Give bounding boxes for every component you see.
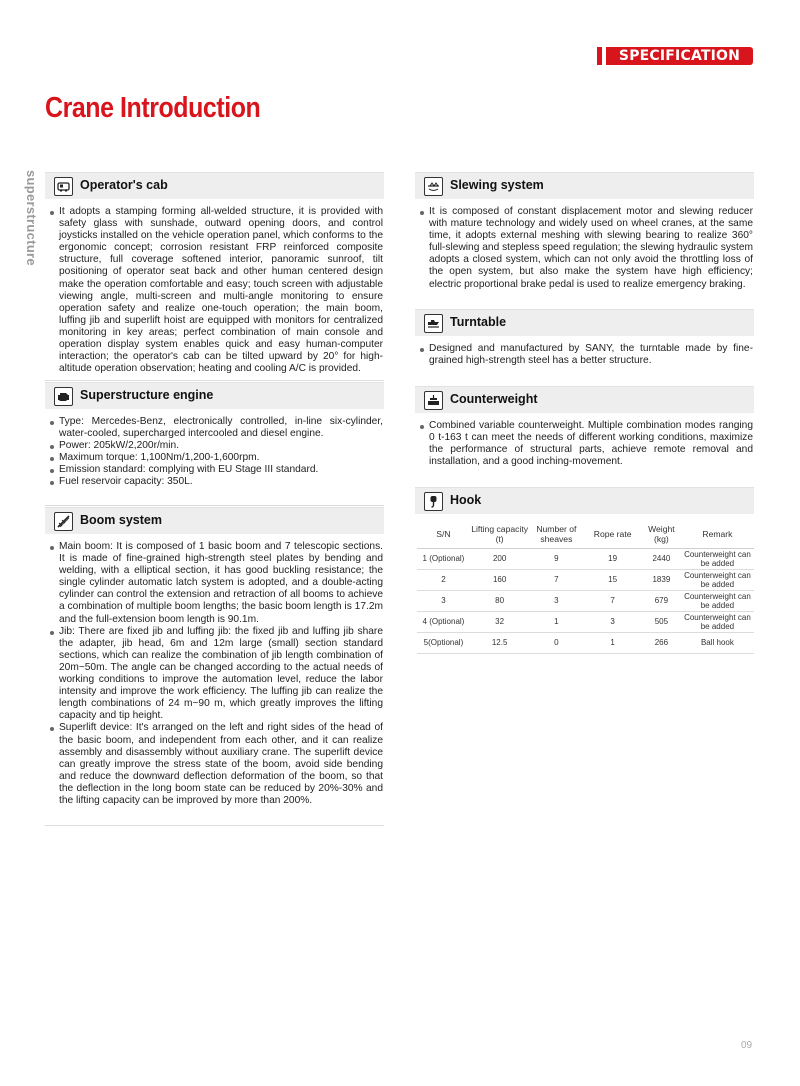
table-cell: 1839	[642, 570, 681, 591]
section-title: Boom system	[80, 513, 162, 527]
counterweight-list	[419, 420, 753, 468]
divider	[45, 505, 384, 506]
table-row	[417, 549, 754, 570]
column-header: Number of sheaves	[529, 520, 583, 549]
list-item: It is composed of constant displacement motor and slewing reducer with mature technology and widely used on wheel cranes, at the same time, it adopts external meshing with slewing bearing to realize 360° full-slewing and stepless speed regulation; the slewing hydraulic system adopts a closed system, which can not only avoid the throttling loss of the open system, but also make the system have high efficiency; electric proportional brake pedal is used to realize emergency braking.	[419, 206, 753, 291]
table-row	[417, 612, 754, 633]
badge-label: SPECIFICATION	[606, 47, 753, 65]
slewing-list	[419, 206, 753, 291]
section-title: Superstructure engine	[80, 388, 214, 402]
table-cell: 80	[470, 591, 529, 612]
section-header-operators-cab	[45, 172, 384, 199]
list-item: Fuel reservoir capacity: 350L.	[49, 476, 383, 488]
section-title: Turntable	[450, 315, 507, 329]
table-cell: 505	[642, 612, 681, 633]
table-cell: 7	[529, 570, 583, 591]
table-cell: 679	[642, 591, 681, 612]
table-cell: Ball hook	[681, 633, 754, 654]
section-header-hook	[415, 487, 754, 514]
table-row	[417, 633, 754, 654]
list-item: Maximum torque: 1,100Nm/1,200-1,600rpm.	[49, 452, 383, 464]
engine-list	[49, 416, 383, 489]
counterweight-icon	[424, 391, 443, 410]
table-cell: 5(Optional)	[417, 633, 470, 654]
table-cell: 19	[583, 549, 641, 570]
table-cell: 200	[470, 549, 529, 570]
section-header-boom	[45, 507, 384, 534]
section-header-engine	[45, 382, 384, 409]
table-cell: 1	[583, 633, 641, 654]
section-title: Counterweight	[450, 392, 538, 406]
list-item: Main boom: It is composed of 1 basic boom and 7 telescopic sections. It is made of fine-grained high-strength steel plates by bending and welding, with a elliptical section, it has good buckling resistance; the single cylinder automatic latch system is adopted, and a double-acting cylinder can control the extension and retraction of all booms to achieve a combination of multiple boom lengths; the basic boom length is 17.2m and the full-extension boom length is 90.1m.	[49, 541, 383, 626]
boom-icon	[54, 512, 73, 531]
table-cell: 7	[583, 591, 641, 612]
table-row	[417, 570, 754, 591]
table-cell: 3	[529, 591, 583, 612]
table-cell: 266	[642, 633, 681, 654]
section-title: Slewing system	[450, 178, 544, 192]
divider	[45, 825, 384, 826]
list-item: Emission standard: complying with EU Stage III standard.	[49, 464, 383, 476]
divider	[45, 380, 384, 381]
list-item: Power: 205kW/2,200r/min.	[49, 440, 383, 452]
engine-icon	[54, 387, 73, 406]
table-cell: 2440	[642, 549, 681, 570]
list-item: Jib: There are fixed jib and luffing jib: the fixed jib and luffing jib share the adapter, jib head, 6m and 12m large (small) section standard sections, which can realize the combination of jib length combination of 20m~50m. The angle can be changed according to the actual needs of working conditions to improve the automation level, reduce the labor intensity and improve the work efficiency. The luffing jib can realize the length combinations of 24 m~90 m, which greatly improves the lifting capacity and tip height.	[49, 626, 383, 723]
table-cell: 3	[583, 612, 641, 633]
table-cell: Counterweight can be added	[681, 591, 754, 612]
boom-list	[49, 541, 383, 807]
section-header-turntable	[415, 309, 754, 336]
section-title: Operator's cab	[80, 178, 168, 192]
turntable-icon	[424, 314, 443, 333]
section-header-slewing	[415, 172, 754, 199]
page-title: Crane Introduction	[45, 92, 261, 124]
operators-cab-list	[49, 206, 383, 375]
list-item: Superlift device: It's arranged on the left and right sides of the head of the basic boom, and independent from each other, and it can realize assembly and disassembly without auxiliary crane. The superlift device can greatly improve the stress state of the boom, avoid side bending and reduce the downward deflection deformation of the boom, so that the deflection in the long boom state can be reduced by 20%-30% and the lifting capacity can be improved by more than 200%.	[49, 722, 383, 807]
table-cell: 15	[583, 570, 641, 591]
table-cell: Counterweight can be added	[681, 570, 754, 591]
table-cell: 4 (Optional)	[417, 612, 470, 633]
hook-table	[417, 520, 754, 654]
table-cell: 160	[470, 570, 529, 591]
table-cell: Counterweight can be added	[681, 549, 754, 570]
turntable-list	[419, 343, 753, 367]
table-cell: 32	[470, 612, 529, 633]
list-item: Type: Mercedes-Benz, electronically controlled, in-line six-cylinder, water-cooled, supercharged intercooled and diesel engine.	[49, 416, 383, 440]
column-header: S/N	[417, 520, 470, 549]
table-header-row	[417, 520, 754, 549]
list-item: It adopts a stamping forming all-welded structure, it is provided with safety glass with sunshade, outward opening doors, and control joysticks installed on the vehicle operation panel, which conforms to the ergonomic concept; corrosion resistant FRP reinforced composite structure, full coverage softened interior, panoramic sunroof, tilt positioning of operator seat back and other human centered design make the operation comfortable and easy; touch screen with adjustable viewing angle, multi-screen and multi-angle monitoring to ensure operation safety and realize one-touch operation; the main boom, luffing jib and superlift hoist are equipped with monitors for centralized monitoring in key areas; perfect combination of main console and operation display system enables quick and easy human-computer interaction; the operator's cab can be tilted upward by 20° for high-altitude operation observation; heating and cooling A/C is provided.	[49, 206, 383, 375]
specification-badge	[597, 47, 755, 65]
side-section-label: superstructure	[24, 170, 39, 266]
cab-icon	[54, 177, 73, 196]
table-cell: 9	[529, 549, 583, 570]
slewing-icon	[424, 177, 443, 196]
table-cell: 1	[529, 612, 583, 633]
list-item: Combined variable counterweight. Multiple combination modes ranging 0 t-163 t can meet the needs of different working conditions, maximize the performance of structural parts, achieve remote removal and installation, and a good inching-movement.	[419, 420, 753, 468]
page-number: 09	[741, 1040, 753, 1051]
table-cell: 3	[417, 591, 470, 612]
column-header: Rope rate	[583, 520, 641, 549]
table-cell: 12.5	[470, 633, 529, 654]
table-cell: 1 (Optional)	[417, 549, 470, 570]
table-cell: Counterweight can be added	[681, 612, 754, 633]
list-item: Designed and manufactured by SANY, the turntable made by fine-grained high-strength steel has a better structure.	[419, 343, 753, 367]
table-row	[417, 591, 754, 612]
column-header: Lifting capacity (t)	[470, 520, 529, 549]
column-header: Weight (kg)	[642, 520, 681, 549]
column-header: Remark	[681, 520, 754, 549]
table-cell: 2	[417, 570, 470, 591]
section-title: Hook	[450, 493, 482, 507]
badge-accent-bar	[597, 47, 602, 65]
section-header-counterweight	[415, 386, 754, 413]
table-cell: 0	[529, 633, 583, 654]
hook-icon	[424, 492, 443, 511]
